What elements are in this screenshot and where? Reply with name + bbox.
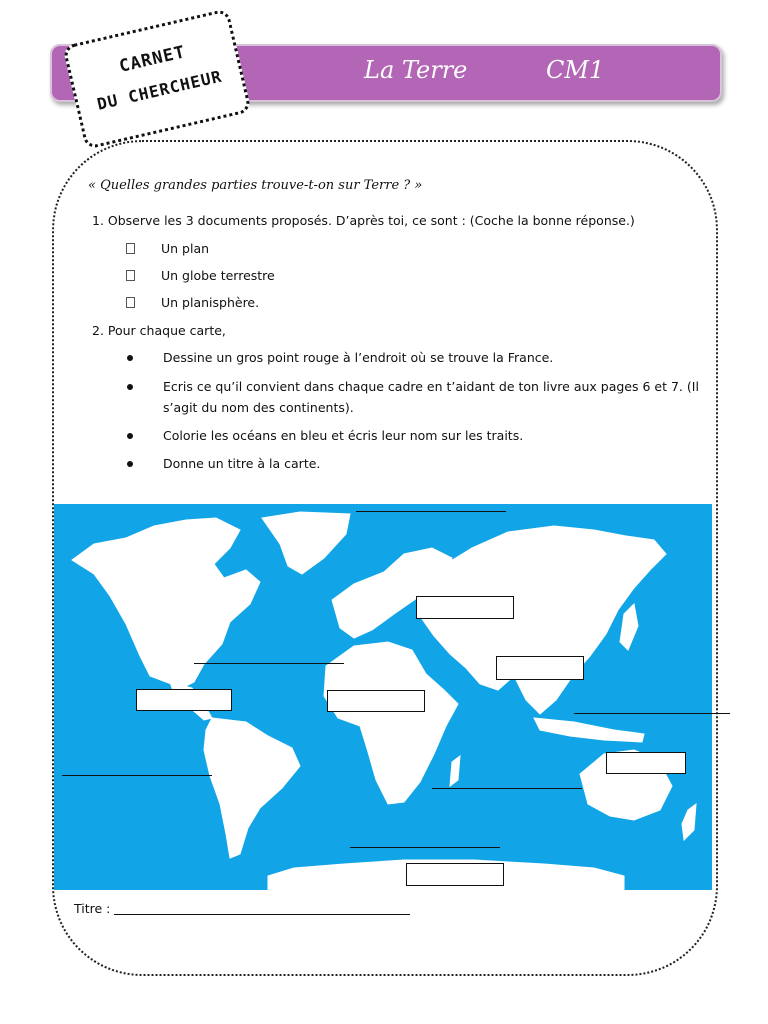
instruction-text: Ecris ce qu’il convient dans chaque cadre en t’aidant de ton livre aux pages 6 et 7. (Il s’agit du nom des continents). (163, 379, 699, 415)
option-label: Un planisphère. (161, 295, 260, 310)
africa-shape (324, 642, 458, 804)
ocean-name-line[interactable] (194, 663, 344, 664)
option-label: Un plan (161, 241, 210, 256)
ocean-name-line[interactable] (350, 847, 500, 848)
question-1: 1. Observe les 3 documents proposés. D’après toi, ce sont : (Coche la bonne réponse.) (92, 213, 635, 228)
checkbox[interactable] (126, 297, 135, 308)
carnet-stamp (62, 8, 251, 150)
checkbox[interactable] (126, 270, 135, 281)
instruction-text: Dessine un gros point rouge à l’endroit où se trouve la France. (163, 350, 554, 365)
continent-box-antarctica[interactable] (406, 863, 504, 886)
option-globe[interactable] (126, 268, 275, 283)
map-title-field[interactable] (74, 901, 410, 916)
bullet (127, 433, 133, 439)
main-question: « Quelles grandes parties trouve-t-on sur Terre ? » (88, 178, 423, 193)
stamp-line-1: CARNET (117, 42, 188, 77)
bullet (127, 384, 133, 390)
topic-title: La Terre (364, 56, 468, 84)
question-2: 2. Pour chaque carte, (92, 323, 226, 338)
indonesia-shape (534, 718, 644, 742)
ocean-name-line[interactable] (432, 788, 582, 789)
stamp-line-2: DU CHERCHEUR (95, 66, 224, 114)
continent-box-america[interactable] (136, 689, 232, 711)
new-zealand-shape (682, 804, 696, 840)
bullet (127, 461, 133, 467)
continent-box-africa[interactable] (327, 690, 425, 712)
greenland-shape (262, 512, 350, 574)
continent-box-oceania[interactable] (606, 752, 686, 774)
south-america-shape (204, 718, 300, 858)
madagascar-shape (450, 756, 460, 786)
option-label: Un globe terrestre (161, 268, 275, 283)
bullet (127, 355, 133, 361)
instruction-text: Donne un titre à la carte. (163, 456, 321, 471)
japan-shape (620, 604, 638, 650)
instruction-text: Colorie les océans en bleu et écris leur nom sur les traits. (163, 428, 524, 443)
ocean-name-line[interactable] (356, 511, 506, 512)
title-answer-line[interactable] (114, 914, 410, 915)
world-map (54, 504, 712, 890)
level-label: CM1 (546, 56, 605, 84)
option-planisphere[interactable] (126, 295, 259, 310)
option-plan[interactable] (126, 241, 209, 256)
continent-box-europe[interactable] (416, 596, 514, 619)
ocean-name-line[interactable] (574, 713, 730, 714)
continent-box-asia[interactable] (496, 656, 584, 680)
title-label: Titre : (74, 901, 111, 916)
ocean-name-line[interactable] (62, 775, 212, 776)
checkbox[interactable] (126, 243, 135, 254)
